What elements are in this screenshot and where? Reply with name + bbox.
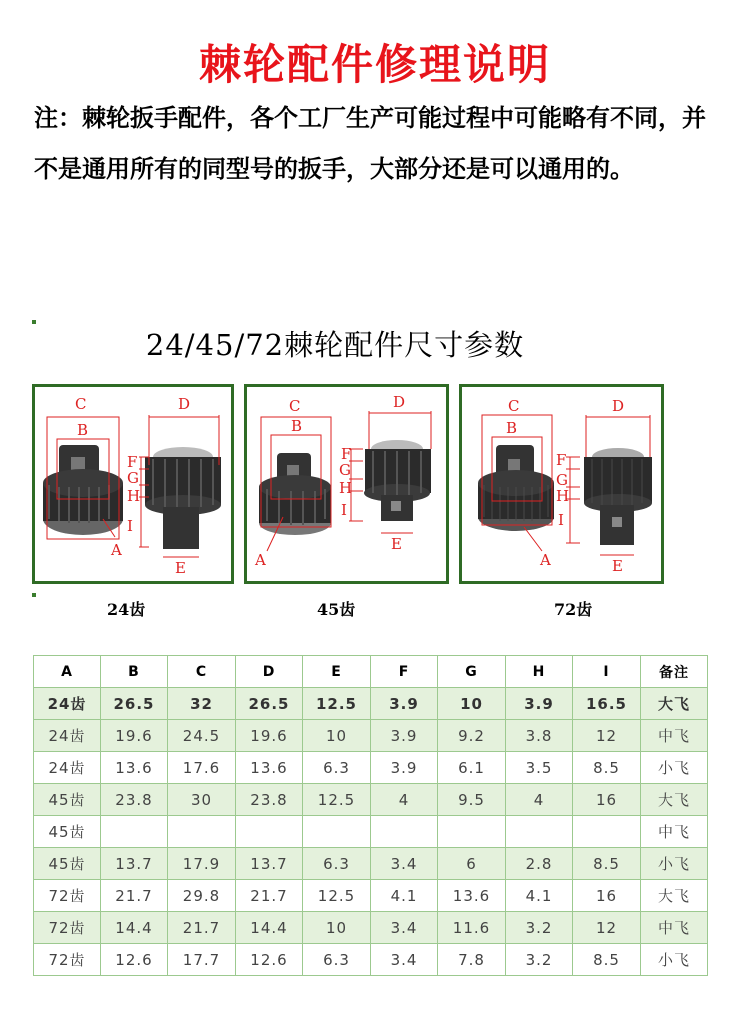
table-cell: 12 (573, 912, 641, 944)
ratchet-part-illustration (247, 387, 446, 581)
svg-text:D: D (612, 397, 625, 415)
table-cell (371, 816, 438, 848)
table-cell: 中飞 (641, 912, 708, 944)
table-cell: 小飞 (641, 848, 708, 880)
col-header: B (101, 656, 168, 688)
col-header: 备注 (641, 656, 708, 688)
table-cell: 13.7 (236, 848, 303, 880)
svg-text:F: F (341, 445, 352, 463)
table-cell (438, 816, 506, 848)
table-cell: 12.5 (303, 688, 371, 720)
table-cell: 24齿 (34, 720, 101, 752)
note-text: 注：棘轮扳手配件，各个工厂生产可能过程中可能略有不同，并不是通用所有的同型号的扳手，大部分还是可以通用的。 (34, 103, 706, 183)
svg-text:I: I (127, 517, 133, 535)
table-cell: 45齿 (34, 816, 101, 848)
svg-text:G: G (127, 469, 139, 487)
svg-text:I: I (558, 511, 564, 529)
svg-text:I: I (341, 501, 347, 519)
table-cell: 4 (506, 784, 573, 816)
svg-text:D: D (393, 393, 406, 411)
table-cell (573, 816, 641, 848)
svg-text:E: E (612, 557, 623, 575)
table-cell: 19.6 (236, 720, 303, 752)
table-cell: 16.5 (573, 688, 641, 720)
photo-caption-24: 24齿 (107, 600, 146, 619)
table-cell: 4.1 (371, 880, 438, 912)
table-row (34, 816, 708, 848)
table-row (34, 848, 708, 880)
svg-text:F: F (127, 453, 138, 471)
table-cell: 小飞 (641, 944, 708, 976)
col-header: E (303, 656, 371, 688)
table-cell: 23.8 (101, 784, 168, 816)
svg-text:C: C (289, 397, 301, 415)
table-cell: 3.9 (371, 688, 438, 720)
photo-caption-45: 45齿 (317, 600, 356, 619)
table-cell: 3.9 (506, 688, 573, 720)
table-cell: 3.4 (371, 848, 438, 880)
table-row (34, 880, 708, 912)
table-cell: 10 (303, 912, 371, 944)
svg-text:H: H (339, 479, 353, 497)
page-title: 棘轮配件修理说明 (198, 40, 551, 89)
table-cell: 4 (371, 784, 438, 816)
table-cell: 8.5 (573, 752, 641, 784)
svg-text:B: B (291, 417, 303, 435)
table-cell: 2.8 (506, 848, 573, 880)
svg-text:E: E (391, 535, 402, 553)
svg-text:B: B (77, 421, 89, 439)
col-header: I (573, 656, 641, 688)
table-cell: 12.6 (101, 944, 168, 976)
svg-text:E: E (175, 559, 186, 577)
table-cell: 9.5 (438, 784, 506, 816)
table-cell: 32 (168, 688, 236, 720)
table-cell: 10 (438, 688, 506, 720)
table-cell: 12.5 (303, 880, 371, 912)
table-cell: 13.7 (101, 848, 168, 880)
svg-text:A: A (540, 551, 551, 569)
photo-24-teeth (32, 384, 234, 584)
table-cell: 6.1 (438, 752, 506, 784)
svg-text:C: C (508, 397, 520, 415)
table-cell: 21.7 (168, 912, 236, 944)
col-header: C (168, 656, 236, 688)
col-header: F (371, 656, 438, 688)
table-cell: 23.8 (236, 784, 303, 816)
table-cell: 3.5 (506, 752, 573, 784)
svg-text:H: H (556, 487, 570, 505)
svg-text:F: F (556, 451, 567, 469)
svg-text:A: A (111, 541, 122, 559)
table-cell: 中飞 (641, 720, 708, 752)
table-row (34, 720, 708, 752)
table-row (34, 912, 708, 944)
table-cell: 9.2 (438, 720, 506, 752)
table-cell (506, 816, 573, 848)
table-cell: 7.8 (438, 944, 506, 976)
col-header: D (236, 656, 303, 688)
table-cell: 72齿 (34, 944, 101, 976)
table-cell: 6 (438, 848, 506, 880)
table-cell: 小飞 (641, 752, 708, 784)
table-cell: 大飞 (641, 688, 708, 720)
table-cell: 3.9 (371, 752, 438, 784)
table-row (34, 688, 708, 720)
table-cell: 72齿 (34, 912, 101, 944)
table-cell: 12.5 (303, 784, 371, 816)
svg-text:H: H (127, 487, 141, 505)
photo-72-teeth (459, 384, 664, 584)
section-subtitle: 24/45/72棘轮配件尺寸参数 (145, 328, 525, 362)
ratchet-part-illustration (462, 387, 661, 581)
table-cell: 3.8 (506, 720, 573, 752)
table-row (34, 752, 708, 784)
table-cell (236, 816, 303, 848)
table-cell: 24齿 (34, 688, 101, 720)
ratchet-part-illustration (35, 387, 231, 581)
svg-text:D: D (178, 395, 191, 413)
table-cell: 6.3 (303, 944, 371, 976)
table-cell: 21.7 (101, 880, 168, 912)
table-cell: 21.7 (236, 880, 303, 912)
table-cell: 4.1 (506, 880, 573, 912)
table-cell: 12 (573, 720, 641, 752)
table-cell: 12.6 (236, 944, 303, 976)
table-cell: 30 (168, 784, 236, 816)
table-cell: 24.5 (168, 720, 236, 752)
table-cell: 19.6 (101, 720, 168, 752)
table-cell: 大飞 (641, 880, 708, 912)
table-cell: 6.3 (303, 752, 371, 784)
table-row (34, 784, 708, 816)
col-header: A (34, 656, 101, 688)
table-cell: 24齿 (34, 752, 101, 784)
table-cell: 8.5 (573, 944, 641, 976)
table-cell: 13.6 (101, 752, 168, 784)
svg-text:C: C (75, 395, 87, 413)
table-cell: 13.6 (236, 752, 303, 784)
photo-45-teeth (244, 384, 449, 584)
table-cell: 72齿 (34, 880, 101, 912)
table-cell (303, 816, 371, 848)
table-cell: 17.9 (168, 848, 236, 880)
table-cell: 29.8 (168, 880, 236, 912)
table-cell: 45齿 (34, 784, 101, 816)
table-cell: 16 (573, 880, 641, 912)
table-cell: 17.7 (168, 944, 236, 976)
table-cell: 16 (573, 784, 641, 816)
table-cell (101, 816, 168, 848)
table-cell: 26.5 (236, 688, 303, 720)
photo-caption-72: 72齿 (554, 600, 593, 619)
table-cell: 45齿 (34, 848, 101, 880)
table-cell: 17.6 (168, 752, 236, 784)
table-cell: 3.9 (371, 720, 438, 752)
col-header: G (438, 656, 506, 688)
table-cell: 26.5 (101, 688, 168, 720)
svg-text:G: G (556, 471, 568, 489)
table-cell: 中飞 (641, 816, 708, 848)
svg-text:A: A (255, 551, 266, 569)
table-cell: 14.4 (101, 912, 168, 944)
col-header: H (506, 656, 573, 688)
table-row (34, 944, 708, 976)
table-cell: 14.4 (236, 912, 303, 944)
table-cell: 3.4 (371, 944, 438, 976)
table-cell (168, 816, 236, 848)
table-cell: 10 (303, 720, 371, 752)
table-cell: 大飞 (641, 784, 708, 816)
spec-table (33, 655, 708, 976)
svg-text:B: B (506, 419, 518, 437)
table-header-row (34, 656, 708, 688)
table-cell: 3.2 (506, 912, 573, 944)
table-cell: 3.4 (371, 912, 438, 944)
svg-text:G: G (339, 461, 351, 479)
table-cell: 8.5 (573, 848, 641, 880)
table-cell: 3.2 (506, 944, 573, 976)
table-cell: 11.6 (438, 912, 506, 944)
corner-mark (32, 593, 36, 597)
table-cell: 13.6 (438, 880, 506, 912)
table-cell: 6.3 (303, 848, 371, 880)
